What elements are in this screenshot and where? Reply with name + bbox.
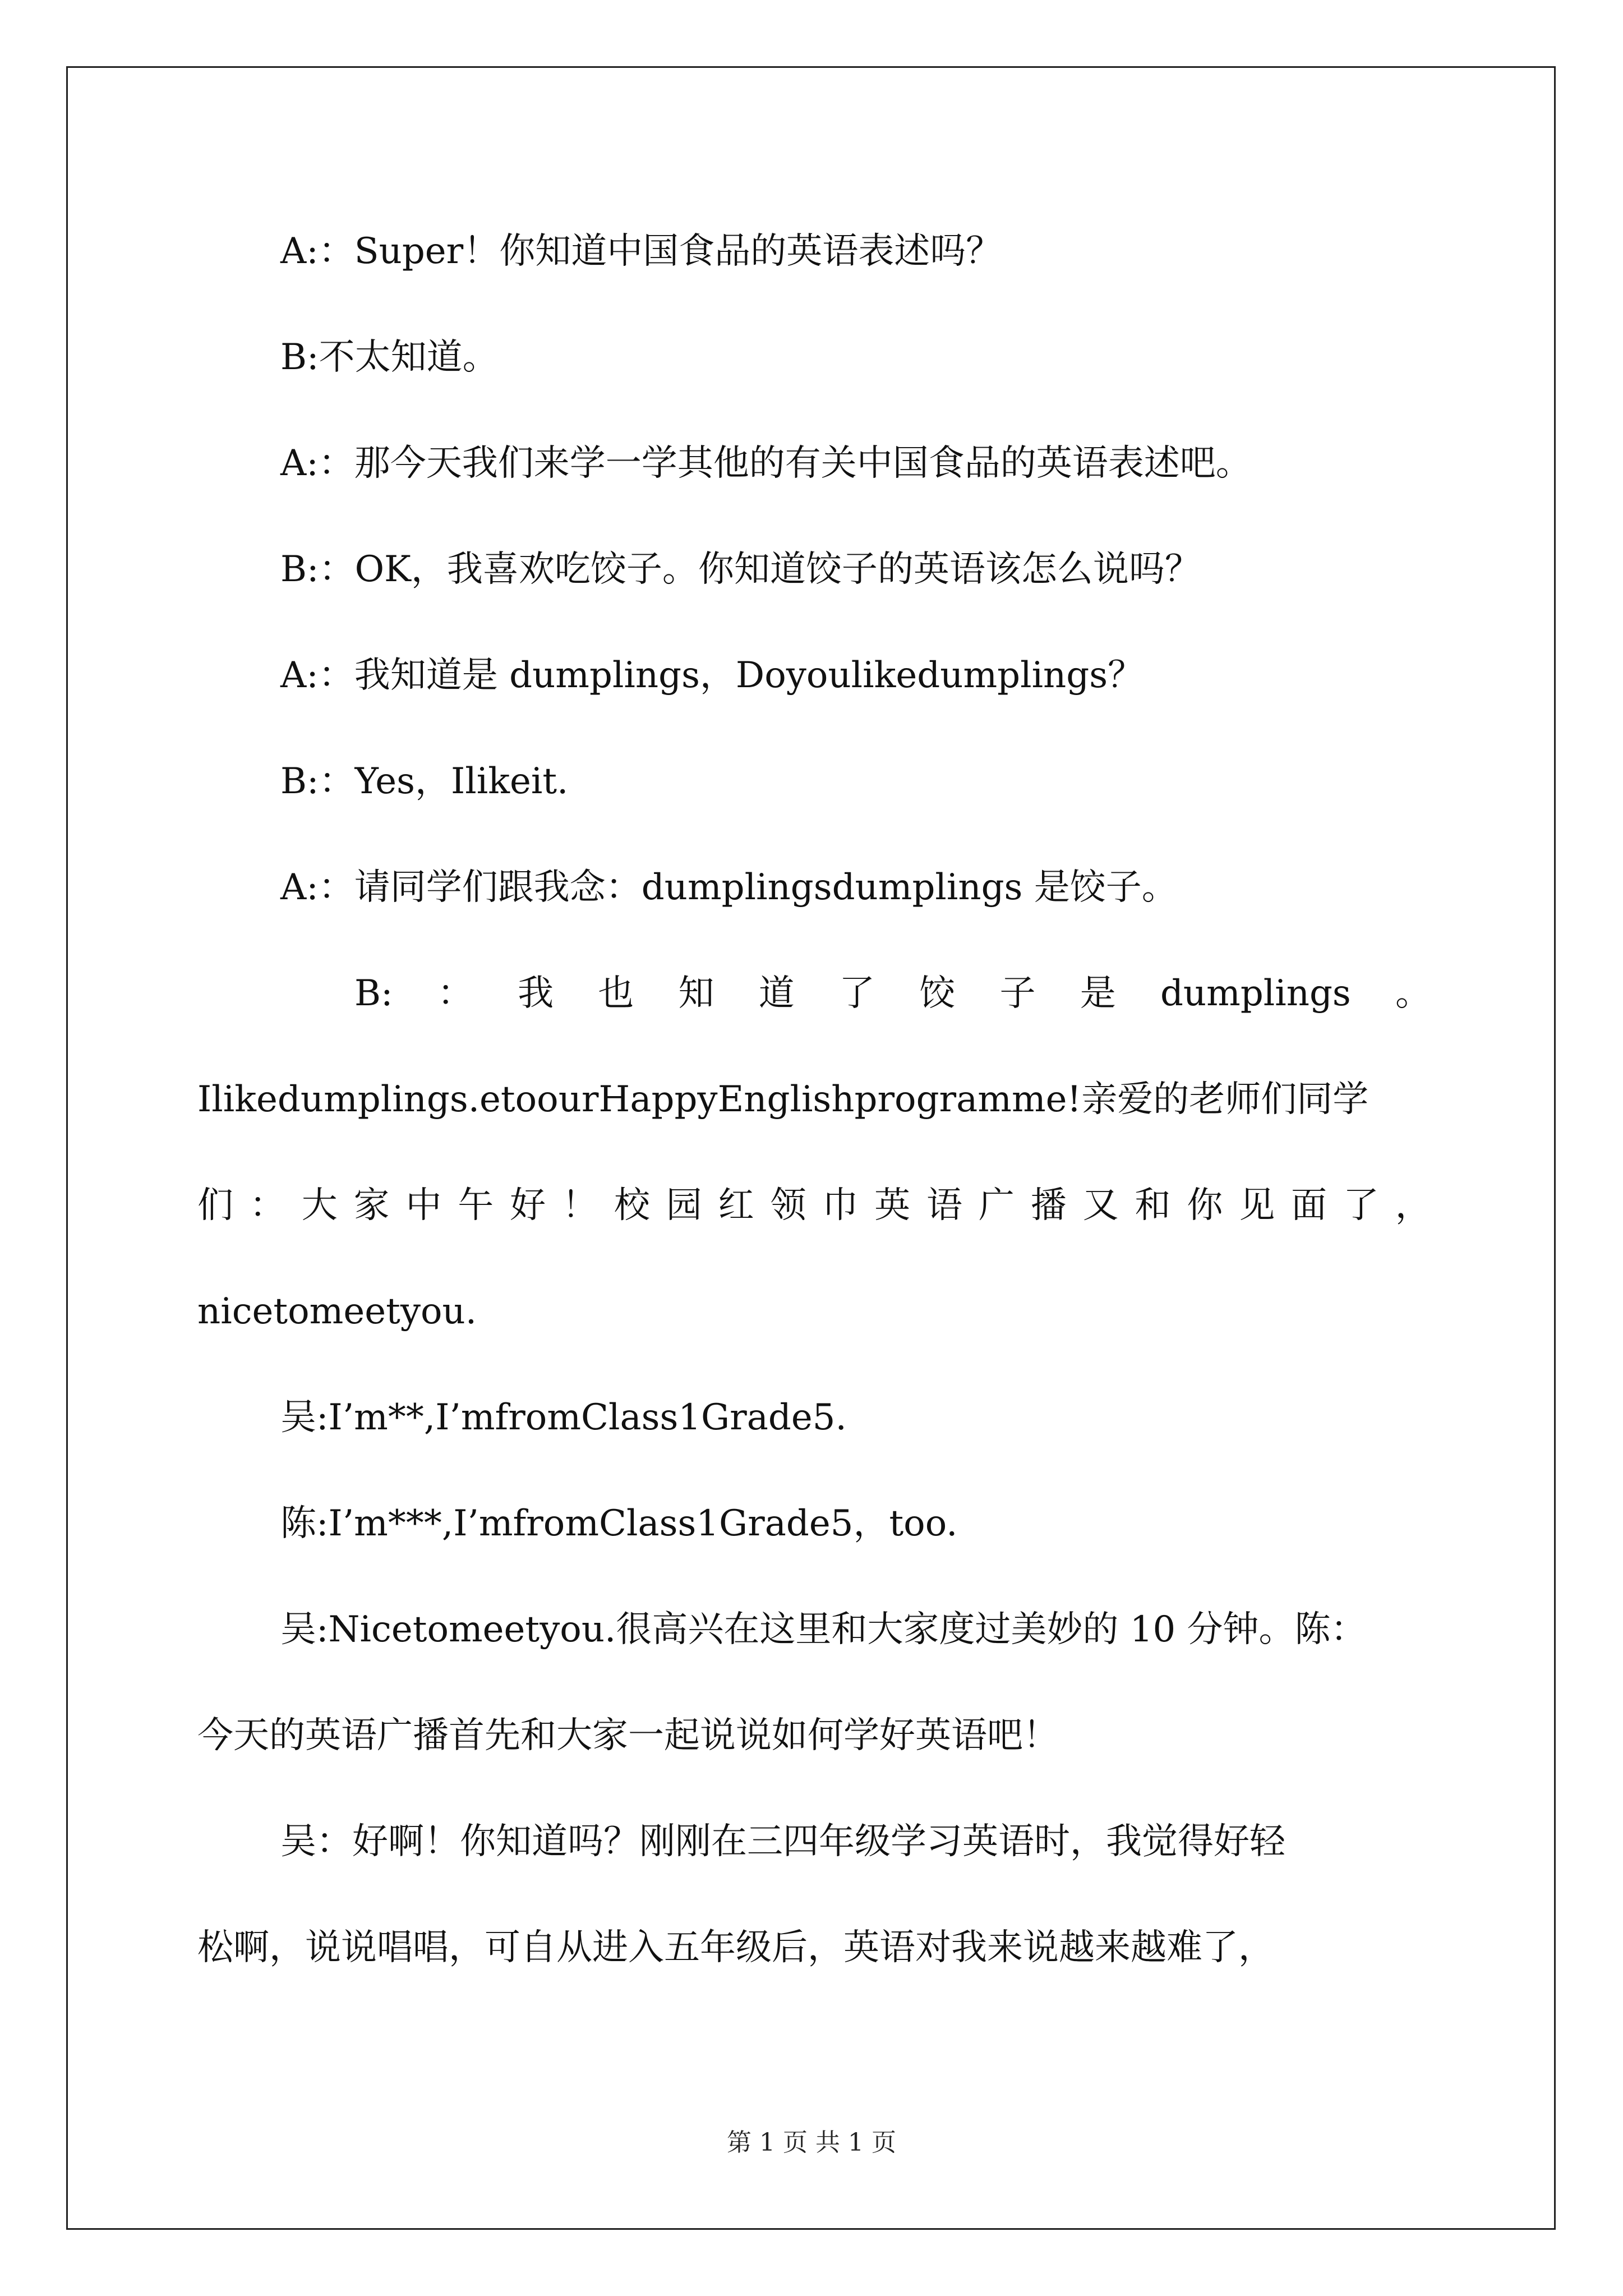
p8-char: 你 (1187, 1185, 1223, 1226)
paragraph-1: A:：Super！你知道中国食品的英语表述吗？ (280, 231, 1002, 272)
p8-char: ！ (562, 1185, 598, 1226)
paragraph-6: B:：Yes，Ilikeit. (280, 761, 569, 802)
paragraph-3: A:：那今天我们来学一学其他的有关中国食品的英语表述吧。 (280, 443, 1252, 484)
paragraph-4: B:：OK，我喜欢吃饺子。你知道饺子的英语该怎么说吗？ (280, 549, 1201, 590)
p8-char: 大 (301, 1185, 338, 1226)
p8-char: 园 (666, 1185, 702, 1226)
p8-char: 语 (926, 1185, 963, 1226)
p8-char: 们 (197, 1185, 233, 1226)
p8-char: 中 (405, 1185, 442, 1226)
p8-char: 家 (353, 1185, 390, 1226)
p8-token: 子 (999, 973, 1036, 1014)
p8-token: 道 (758, 973, 795, 1014)
paragraph-5: A:：我知道是 dumplings，Doyoulikedumplings？ (280, 655, 1144, 696)
p8-char: 广 (978, 1185, 1015, 1226)
paragraph-2: B:不太知道。 (280, 337, 499, 378)
p8-char: 红 (718, 1185, 754, 1226)
page-footer: 第 1 页 共 1 页 (727, 2128, 896, 2157)
p8-char: 校 (614, 1185, 650, 1226)
paragraph-7: A:：请同学们跟我念：dumplingsdumplings 是饺子。 (280, 867, 1178, 908)
p8-token: 饺 (919, 973, 956, 1014)
page-border (66, 66, 1556, 2230)
p8-char: ： (249, 1185, 285, 1226)
paragraph-8-line-3 (197, 1183, 1431, 1228)
paragraph-8-line-1 (354, 971, 1431, 1016)
p8-token: B: (354, 973, 393, 1014)
paragraph-11-line-1: 吴:Nicetomeetyou.很高兴在这里和大家度过美妙的 10 分钟。陈： (280, 1609, 1367, 1650)
p8-token: 是 (1080, 973, 1116, 1014)
paragraph-12-line-2: 松啊，说说唱唱，可自从进入五年级后，英语对我来说越来越难了， (197, 1927, 1274, 1968)
p8-token: 我 (518, 973, 554, 1014)
p8-token: 也 (598, 973, 634, 1014)
paragraph-10: 陈:I’m***,I’mfromClass1Grade5，too. (280, 1503, 958, 1544)
p8-char: 见 (1239, 1185, 1275, 1226)
p8-char: 面 (1291, 1185, 1327, 1226)
p8-char: 了 (1343, 1185, 1379, 1226)
p8-char: 英 (874, 1185, 911, 1226)
p8-char: 又 (1082, 1185, 1119, 1226)
p8-char: 和 (1135, 1185, 1171, 1226)
p8-char: 巾 (822, 1185, 859, 1226)
paragraph-8-line-4: nicetomeetyou. (197, 1291, 477, 1332)
p8-token: 了 (839, 973, 875, 1014)
p8-token: ： (437, 973, 473, 1014)
paragraph-12-line-1: 吴：好啊！你知道吗？刚刚在三四年级学习英语时，我觉得好轻 (280, 1821, 1285, 1862)
p8-token: 知 (678, 973, 714, 1014)
p8-char: 好 (510, 1185, 546, 1226)
p8-char: 领 (770, 1185, 806, 1226)
p8-token: 。 (1395, 973, 1431, 1014)
p8-token: dumplings (1160, 973, 1351, 1014)
p8-char: 播 (1030, 1185, 1067, 1226)
paragraph-8-line-2: Ilikedumplings.etoourHappyEnglishprogramme!亲爱的老师们同学 (197, 1079, 1369, 1120)
paragraph-9: 吴:I’m**,I’mfromClass1Grade5. (280, 1397, 847, 1438)
paragraph-11-line-2: 今天的英语广播首先和大家一起说说如何学好英语吧！ (197, 1715, 1059, 1756)
p8-char: ， (1395, 1185, 1431, 1226)
p8-char: 午 (458, 1185, 494, 1226)
